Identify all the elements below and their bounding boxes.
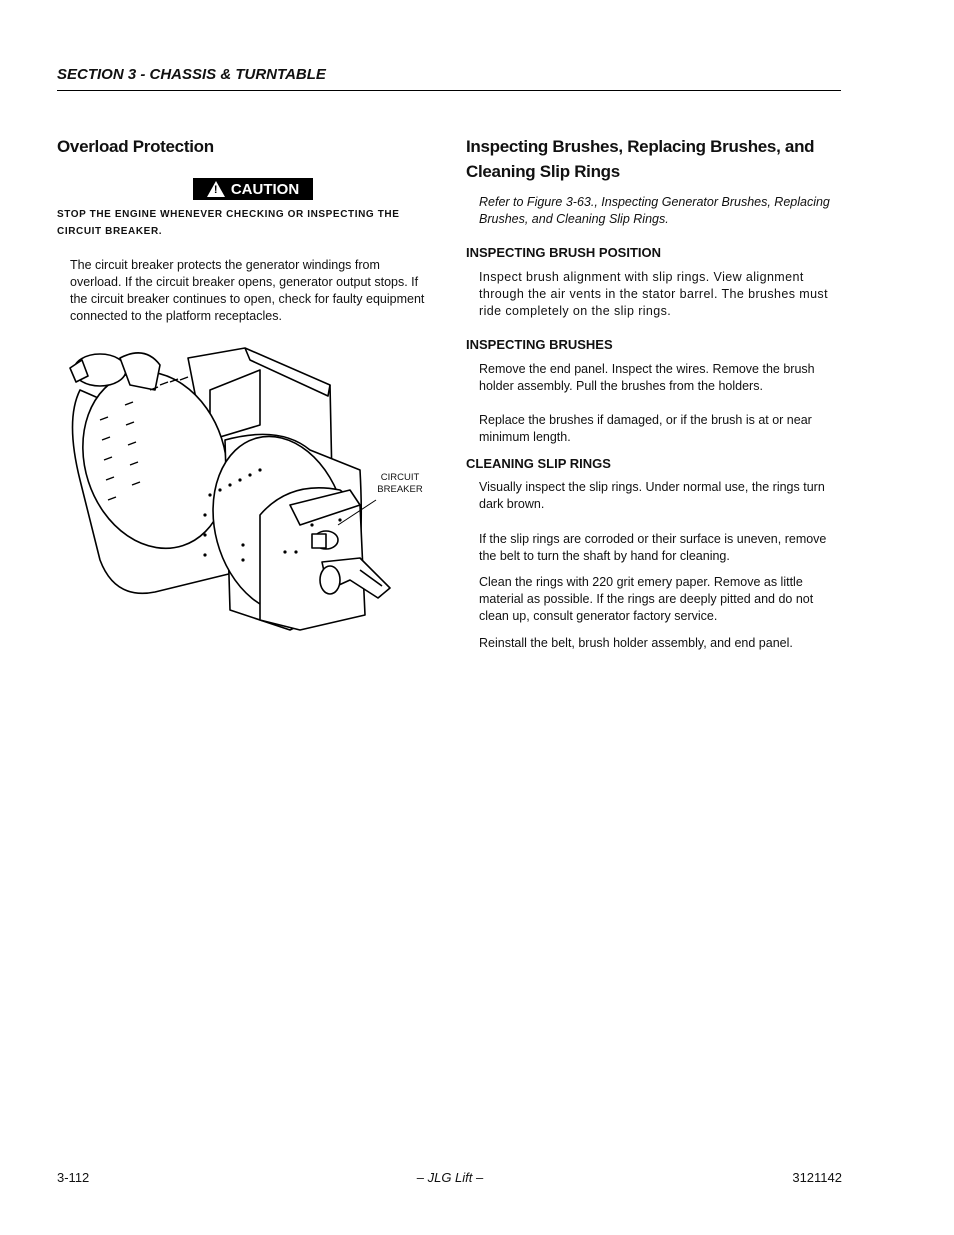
- cleaning-slip-rings-heading: CLEANING SLIP RINGS: [466, 456, 611, 471]
- brushes-heading: [466, 134, 842, 184]
- caution-badge: [193, 178, 313, 200]
- doc-number: 3121142: [792, 1170, 842, 1185]
- inspecting-brushes-heading: INSPECTING BRUSHES: [466, 337, 613, 352]
- warning-triangle-icon: !: [207, 181, 225, 197]
- cleaning-text-4: Reinstall the belt, brush holder assembly, and end panel.: [479, 636, 793, 650]
- inspecting-brush-position-heading: INSPECTING BRUSH POSITION: [466, 245, 662, 260]
- cleaning-text-1: Visually inspect the slip rings. Under normal use, the rings turn dark brown.: [479, 480, 825, 511]
- callout-line-1: CIRCUIT: [380, 472, 420, 483]
- caution-text: STOP THE ENGINE WHENEVER CHECKING OR INSPECTING THE CIRCUIT BREAKER.: [57, 209, 400, 237]
- circuit-breaker-callout: [370, 472, 430, 496]
- page-number: 3-112: [57, 1170, 90, 1185]
- brush-position-text: Inspect brush alignment with slip rings. View alignment through the air vents in the stator barrel. The brushes must ride completely on the slip rings.: [479, 270, 828, 318]
- callout-line-2: BREAKER: [377, 484, 423, 495]
- caution-label: CAUTION: [230, 180, 300, 198]
- brushes-heading-line2: Cleaning Slip Rings: [466, 162, 620, 181]
- brushes-heading-line1: Inspecting Brushes, Replacing Brushes, and: [466, 137, 815, 156]
- figure-reference: Refer to Figure 3-63., Inspecting Generator Brushes, Replacing Brushes, and Cleaning Slip Rings.: [479, 195, 830, 226]
- cleaning-text-3: Clean the rings with 220 grit emery paper. Remove as little material as possible. If the rings are deeply pitted and do not clean up, consult generator factory service.: [479, 575, 814, 623]
- overload-protection-heading: Overload Protection: [57, 137, 214, 156]
- header-rule: [57, 90, 841, 91]
- inspecting-brushes-text-1: Remove the end panel. Inspect the wires. Remove the brush holder assembly. Pull the brushes from the holders.: [479, 362, 815, 393]
- footer-center: – JLG Lift –: [416, 1170, 484, 1185]
- overload-body: The circuit breaker protects the generator windings from overload. If the circuit breaker opens, generator output stops. If the circuit breaker continues to open, check for faulty equipment connected to the platform receptacles.: [70, 258, 425, 323]
- cleaning-text-2: If the slip rings are corroded or their surface is uneven, remove the belt to turn the shaft by hand for cleaning.: [479, 532, 827, 563]
- inspecting-brushes-text-2: Replace the brushes if damaged, or if the brush is at or near minimum length.: [479, 413, 812, 444]
- section-header: SECTION 3 - CHASSIS & TURNTABLE: [57, 66, 326, 83]
